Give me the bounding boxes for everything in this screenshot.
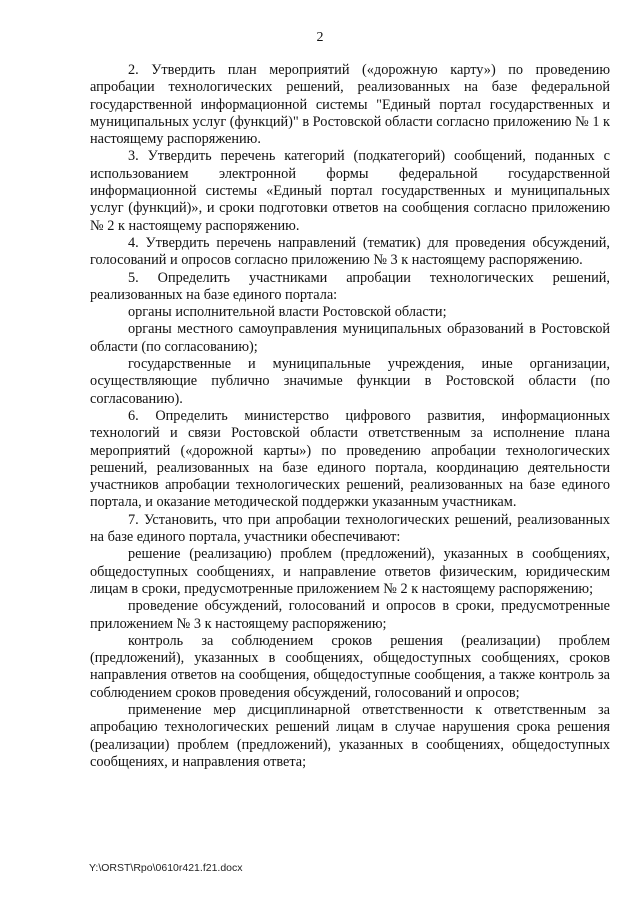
document-body [90, 62, 610, 771]
paragraph-item-4: 4. Утвердить перечень направлений (тематик) для проведения обсуждений, голосований и опросов согласно приложению № 3 к настоящему распоряжению. [90, 234, 610, 269]
file-path-footer: Y:\ORST\Rpo\0610r421.f21.docx [89, 862, 243, 874]
duty-deadline-control: контроль за соблюдением сроков решения (реализации) проблем (предложений), указанных в сообщениях, общедоступных сообщениях, сроков направления ответов на сообщения, общедоступные сообщения, а также контроль за соблюдением сроков проведения обсуждений, голосований и опросов; [90, 632, 610, 701]
paragraph-item-2: 2. Утвердить план мероприятий («дорожную карту») по проведению апробации технологических решений, реализованных на базе федеральной государственной информационной системы "Единый портал государственных и муниципальных услуг (функций)" в Ростовской области согласно приложению № 1 к настоящему распоряжению. [90, 62, 610, 148]
duty-disciplinary-measures: применение мер дисциплинарной ответственности к ответственным за апробацию технологических решений лицам в случае нарушения срока решения (реализации) проблем (предложений), указанных в сообщениях, общедоступных сообщениях, и направления ответа; [90, 701, 610, 770]
duty-discussions: проведение обсуждений, голосований и опросов в сроки, предусмотренные приложением № 3 к настоящему распоряжению; [90, 598, 610, 632]
participant-local-government: органы местного самоуправления муниципальных образований в Ростовской области (по согласованию); [90, 321, 610, 355]
paragraph-item-5: 5. Определить участниками апробации технологических решений, реализованных на базе единого портала: [90, 269, 610, 303]
paragraph-item-7: 7. Установить, что при апробации технологических решений, реализованных на базе единого портала, участники обеспечивают: [90, 511, 610, 546]
duty-problem-resolution: решение (реализацию) проблем (предложений), указанных в сообщениях, общедоступных сообщениях, и направление ответов физическим, юридическим лицам в сроки, предусмотренные приложением № 2 к настоящему распоряжению; [90, 546, 610, 597]
page-number: 2 [316, 30, 324, 45]
paragraph-item-3: 3. Утвердить перечень категорий (подкатегорий) сообщений, поданных с использованием электронной формы федеральной государственной информационной системы «Единый портал государственных и муниципальных услуг (функций)», и сроки подготовки ответов на сообщения согласно приложению № 2 к настоящему распоряжению. [90, 148, 610, 234]
participant-institutions: государственные и муниципальные учреждения, иные организации, осуществляющие публично значимые функции в Ростовской области (по согласованию). [90, 356, 610, 407]
participant-executive-bodies: органы исполнительной власти Ростовской области; [128, 304, 447, 321]
paragraph-item-6: 6. Определить министерство цифрового развития, информационных технологий и связи Ростовской области ответственным за исполнение плана мероприятий («дорожной карты») по проведению апробации технологических решений, реализованных на базе единого портала, координацию деятельности участников апробации технологических решений, реализованных на базе единого портала, и оказание методической поддержки указанным участникам. [90, 407, 610, 511]
